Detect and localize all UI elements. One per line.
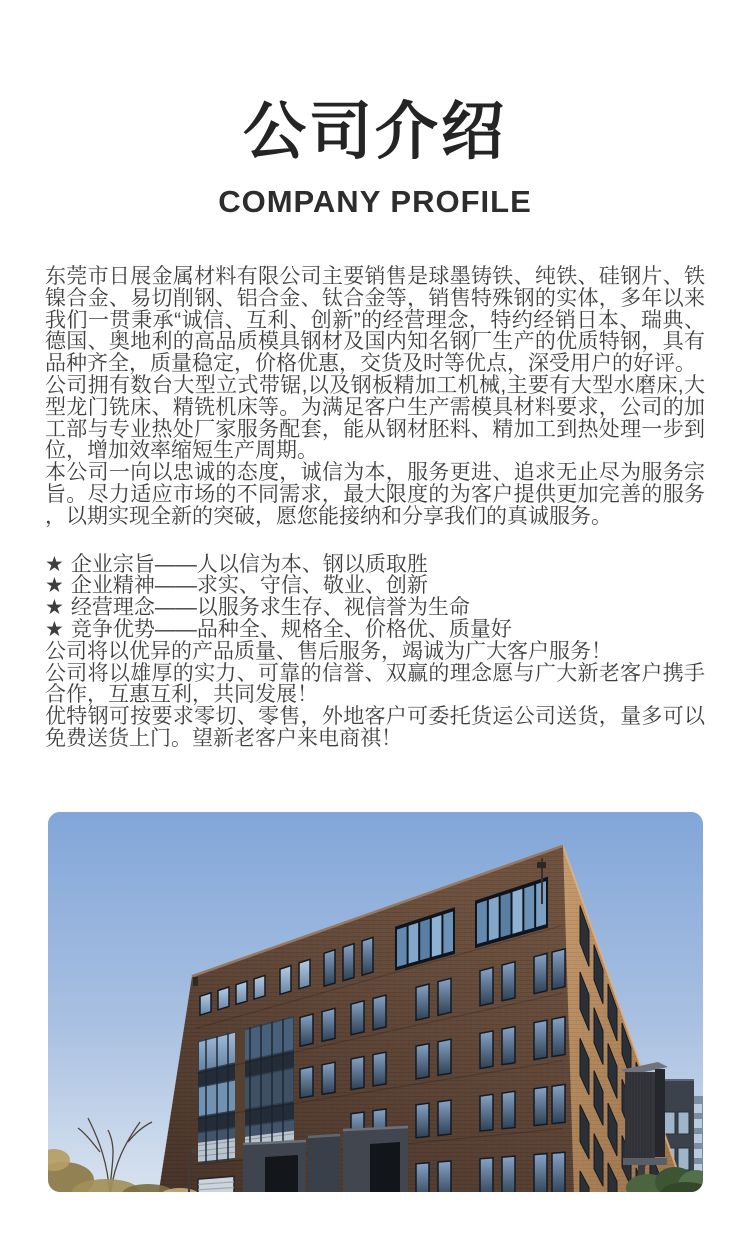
star-icon: ★ <box>45 617 64 641</box>
closing-paragraph: 公司将以雄厚的实力、可靠的信誉、双赢的理念愿与广大新老客户携手合作，互惠互利，共同发展！ <box>45 661 705 707</box>
highlight-label: 企业宗旨 <box>70 552 155 576</box>
about-paragraph: 公司拥有数台大型立式带锯,以及钢板精加工机械,主要有大型水磨床,大型龙门铣床、精铣机床等。为满足客户生产需模具材料要求，公司的加工部与专业热处厂家服务配套，能从钢材胚料、精加工到热处理一步到位，增加效率缩短生产周期。 <box>45 373 705 463</box>
highlight-text: 品种全、规格全、价格优、质量好 <box>196 617 512 641</box>
highlight-label: 竞争优势 <box>70 617 155 641</box>
dash-separator: —— <box>154 552 197 576</box>
about-paragraph: 本公司一向以忠诚的态度，诚信为本，服务更进、追求无止尽为服务宗旨。尽力适应市场的不同需求，最大限度的为客户提供更加完善的服务，以期实现全新的突破，愿您能接纳和分享我们的真诚服务。 <box>45 461 705 528</box>
highlight-item <box>45 619 705 641</box>
star-icon: ★ <box>45 596 64 620</box>
star-icon: ★ <box>45 552 64 576</box>
highlight-list <box>45 554 705 641</box>
dash-separator: —— <box>154 574 197 598</box>
closing-paragraph: 公司将以优异的产品质量、售后服务，竭诚为广大客户服务！ <box>45 639 612 663</box>
closing-paragraph: 优特钢可按要求零切、零售，外地客户可委托货运公司送货，量多可以免费送货上门。望新老客户来电商祺！ <box>45 705 705 750</box>
building-illustration <box>48 812 703 1192</box>
highlight-item <box>45 575 705 597</box>
highlight-text: 人以信为本、钢以质取胜 <box>196 552 428 576</box>
page-header <box>0 0 750 219</box>
page-title: 公司介绍 <box>243 97 507 167</box>
star-icon: ★ <box>45 574 64 598</box>
highlight-label: 经营理念 <box>70 596 155 620</box>
company-building-photo <box>48 812 703 1192</box>
highlight-item <box>45 554 705 576</box>
highlight-text: 以服务求生存、视信誉为生命 <box>196 596 470 620</box>
dash-separator: —— <box>154 617 197 641</box>
highlight-label: 企业精神 <box>70 574 155 598</box>
dash-separator: —— <box>154 596 197 620</box>
about-paragraph: 东莞市日展金属材料有限公司主要销售是球墨铸铁、纯铁、硅钢片、铁镍合金、易切削钢、铝合金、钛合金等，销售特殊钢的实体，多年以来我们一贯秉承“诚信、互利、创新”的经营理念，特约经销日本、瑞典、德国、奥地利的高品质模具钢材及国内知名钢厂生产的优质特钢，具有品种齐全，质量稳定，价格优惠，交货及时等优点，深受用户的好评。 <box>45 265 705 376</box>
company-profile-text <box>0 266 750 750</box>
highlight-text: 求实、守信、敬业、创新 <box>196 574 428 598</box>
highlight-item <box>45 597 705 619</box>
page-subtitle: COMPANY PROFILE <box>218 184 532 219</box>
